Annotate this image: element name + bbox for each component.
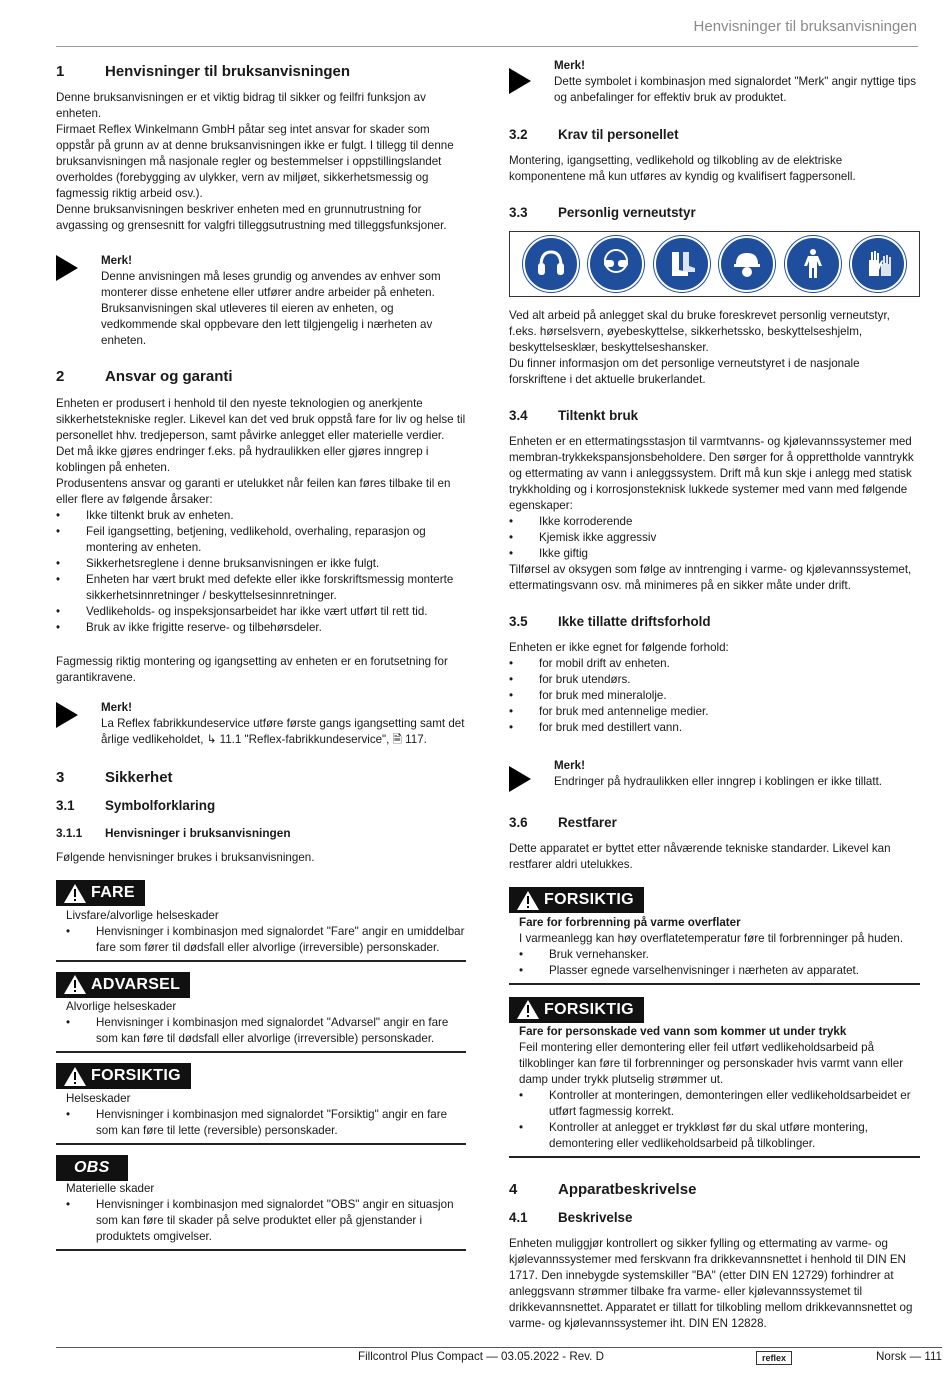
footer-product: Fillcontrol Plus Compact — 03.05.2022 - Rev. D <box>358 1350 604 1363</box>
warning-hot-surfaces <box>509 887 920 985</box>
signal-title: Materielle skader <box>66 1181 155 1195</box>
note-text: Dette symbolet i kombinasjon med signalordet "Merk" angir nyttige tips og anbefalinger for effektiv bruk av produktet. <box>554 75 917 104</box>
section-3-6-heading: 3.6 Restfarer <box>509 815 617 830</box>
list-item: • Ikke korroderende <box>509 514 920 530</box>
list-item: • Ikke tiltenkt bruk av enheten. <box>56 508 466 524</box>
ppe-icon-strip <box>509 231 920 297</box>
note-title: Merk! <box>101 254 132 267</box>
section-3-1-heading: 3.1 Symbolforklaring <box>56 798 216 813</box>
signal-badge: FORSIKTIG <box>509 887 644 913</box>
list-item: • for bruk med destillert vann. <box>509 720 920 736</box>
section-3-5-heading: 3.5 Ikke tillatte driftsforhold <box>509 614 711 629</box>
eye-protection-icon <box>588 236 644 292</box>
footer-page: Norsk — 111 <box>876 1350 942 1363</box>
note-arrow-icon <box>509 758 554 792</box>
hard-hat-icon <box>719 236 775 292</box>
paragraph: Fagmessig riktig montering og igangsetting av enheten er en forutsetning for garantikravene. <box>56 655 448 684</box>
signal-fare <box>56 880 466 962</box>
note-text: La Reflex fabrikkundeservice utføre første gangs igangsetting samt det årlige vedlikeholdet, ↳ 11.1 "Reflex-fabrikkundeservice", 🗎 117. <box>101 717 465 746</box>
signal-title: Fare for forbrenning på varme overflater <box>519 915 741 929</box>
right-column <box>509 58 920 1332</box>
signal-advarsel <box>56 972 466 1054</box>
list-item: • for mobil drift av enheten. <box>509 656 920 672</box>
note-box <box>56 253 466 349</box>
section-3-3-heading: 3.3 Personlig verneutstyr <box>509 205 696 220</box>
signal-forsiktig <box>56 1063 466 1145</box>
section-4-1-heading: 4.1 Beskrivelse <box>509 1210 633 1225</box>
safety-boots-icon <box>654 236 710 292</box>
protective-gloves-icon <box>850 236 906 292</box>
note-title: Merk! <box>554 59 585 72</box>
note-text: Denne anvisningen må leses grundig og anvendes av enhver som monterer disse enhetene eller utfører andre arbeider på enheten. Bruksanvisningen skal utleveres til eieren av enheten, og vedkommende skal oppbevare den lett tilgjengelig i nærheten av enheten. <box>101 270 441 347</box>
paragraph: Enheten muliggjør kontrollert og sikker fylling og ettermating av varme- og kjølevannssystemer med ferskvann fra drikkevannsnettet i henhold til DIN EN 1717. Den innebygde systemskiller "BA" (etter DIN EN 12729) forhindrer at anleggsvann strømmer tilbake fra varme- eller kjølevannssystemet til drikkevannsnettet. Apparatet er tillatt for tilkobling mellom drikkevannsnettet og varme- og kjølevannssystemer iht. DIN EN 12828. <box>509 1237 913 1330</box>
section-3-heading: 3 Sikkerhet <box>56 769 173 786</box>
note-text: Endringer på hydraulikken eller inngrep i koblingen er ikke tillatt. <box>554 775 883 788</box>
signal-title: Livsfare/alvorlige helseskader <box>66 908 219 922</box>
section-4-heading: 4 Apparatbeskrivelse <box>509 1181 697 1198</box>
signal-badge: FARE <box>56 880 145 906</box>
list-item: • Henvisninger i kombinasjon med signalordet "Fare" angir en umiddelbar fare som fører til dødsfall eller alvorlige (irreversible) personskader. <box>66 924 466 956</box>
signal-obs <box>56 1155 466 1251</box>
signal-title: Alvorlige helseskader <box>66 1000 177 1013</box>
paragraph: Tilførsel av oksygen som følge av inntrenging i varme- og kjølevannssystemet, ettermatingsvann osv. må minimeres på en sikker måte under drift. <box>509 563 912 592</box>
section-2-heading: 2 Ansvar og garanti <box>56 368 233 385</box>
paragraph: Ved alt arbeid på anlegget skal du bruke foreskrevet personlig verneutstyr, f.eks. hørselsvern, øyebeskyttelse, sikkerhetssko, beskyttelseshjelm, beskyttelsesklær, beskyttelseshansker. <box>509 309 890 354</box>
paragraph: Enheten er en ettermatingsstasjon til varmtvanns- og kjølevannssystemer med membran-trykkekspansjonsbeholdere. Den sørger for å opprettholde vanntrykk og ettermating av vann i anleggssystem. Drift må kun skje i anlegg med statisk trykkholding og i korrosjonsteknisk lukkede systemer med vann med følgende egenskaper: <box>509 435 914 512</box>
list-item: • Henvisninger i kombinasjon med signalordet "OBS" angir en situasjon som kan føre til skader på selve produktet eller på gjenstander i produktets omgivelser. <box>66 1197 466 1245</box>
signal-text: Feil montering eller demontering eller feil utført vedlikeholdsarbeid på tilkoblinger kan føre til forbrenninger og personskader hvis varmt vann eller damp under trykk plutselig strømmer ut. <box>519 1041 904 1086</box>
section-3-2-heading: 3.2 Krav til personellet <box>509 127 679 142</box>
warning-triangle-icon <box>517 1000 539 1019</box>
left-column <box>56 58 466 1251</box>
reflex-logo: reflex <box>756 1351 792 1365</box>
signal-badge: OBS <box>56 1155 128 1181</box>
list-item: • Kjemisk ikke aggressiv <box>509 530 920 546</box>
list-item: • for bruk med mineralolje. <box>509 688 920 704</box>
list-item: • Feil igangsetting, betjening, vedlikehold, overhaling, reparasjon og montering av enheten. <box>56 524 466 556</box>
paragraph: Det må ikke gjøres endringer f.eks. på hydraulikken eller gjøres inngrep i koblingen på enheten. <box>56 445 429 474</box>
warning-triangle-icon <box>64 975 86 994</box>
list-item: • Vedlikeholds- og inspeksjonsarbeidet har ikke vært utført til rett tid. <box>56 604 466 620</box>
hearing-protection-icon <box>523 236 579 292</box>
section-3-1-1-heading: 3.1.1 Henvisninger i bruksanvisningen <box>56 826 291 840</box>
signal-badge: ADVARSEL <box>56 972 190 998</box>
warning-triangle-icon <box>517 891 539 910</box>
note-box <box>509 758 920 792</box>
list-item: • Kontroller at monteringen, demonteringen eller vedlikeholdsarbeidet er utført fagmessig korrekt. <box>519 1088 920 1120</box>
header-rule <box>56 46 918 47</box>
note-title: Merk! <box>101 701 132 714</box>
running-header: Henvisninger til bruksanvisningen <box>693 18 917 35</box>
paragraph: Enheten er ikke egnet for følgende forhold: <box>509 641 729 654</box>
note-title: Merk! <box>554 759 585 772</box>
bullet-list <box>509 656 920 736</box>
list-item: • Henvisninger i kombinasjon med signalordet "Forsiktig" angir en fare som kan føre til lette (reversible) personskader. <box>66 1107 466 1139</box>
list-item: • for bruk utendørs. <box>509 672 920 688</box>
section-3-4-heading: 3.4 Tiltenkt bruk <box>509 408 639 423</box>
list-item: • Enheten har vært brukt med defekte eller ikke forskriftsmessig monterte sikkerhetsinnretninger / beskyttelsesinnretninger. <box>56 572 466 604</box>
list-item: • Kontroller at anlegget er trykkløst før du skal utføre montering, demontering eller vedlikeholdsarbeid på tilkoblinger. <box>519 1120 920 1152</box>
paragraph: Følgende henvisninger brukes i bruksanvisningen. <box>56 851 315 864</box>
signal-title: Helseskader <box>66 1091 131 1105</box>
note-arrow-icon <box>56 700 101 748</box>
paragraph: Dette apparatet er byttet etter nåværende tekniske standarder. Likevel kan restfarer aldri utelukkes. <box>509 842 891 871</box>
footer-rule <box>56 1347 942 1348</box>
signal-badge: FORSIKTIG <box>509 997 644 1023</box>
paragraph: Firmaet Reflex Winkelmann GmbH påtar seg intet ansvar for skader som oppstår på grunn av at denne bruksanvisningen ikke er fulgt. I tillegg til denne bruksanvisningen må nasjonale regler og bestemmelser i oppstillingslandet overholdes (forebygging av ulykker, vern av miljøet, sikkerhetsmessig og fagmessig riktig arbeid osv.). <box>56 123 454 200</box>
list-item: • Henvisninger i kombinasjon med signalordet "Advarsel" angir en fare som kan føre til dødsfall eller alvorlige (irreversible) personskader. <box>66 1015 466 1047</box>
note-box <box>509 58 920 106</box>
list-item: • Ikke giftig <box>509 546 920 562</box>
paragraph: Du finner informasjon om det personlige verneutstyret i de nasjonale forskriftene i det aktuelle brukerlandet. <box>509 357 860 386</box>
note-arrow-icon <box>56 253 101 349</box>
note-arrow-icon <box>509 58 554 106</box>
paragraph: Produsentens ansvar og garanti er utelukket når feilen kan føres tilbake til en eller flere av følgende årsaker: <box>56 477 451 506</box>
bullet-list <box>56 508 466 636</box>
warning-triangle-icon <box>64 884 86 903</box>
list-item: • Bruk av ikke frigitte reserve- og tilbehørsdeler. <box>56 620 466 636</box>
paragraph: Denne bruksanvisningen er et viktig bidrag til sikker og feilfri funksjon av enheten. <box>56 91 426 120</box>
section-1-heading: 1 Henvisninger til bruksanvisningen <box>56 63 351 80</box>
list-item: • Plasser egnede varselhenvisninger i nærheten av apparatet. <box>519 963 920 979</box>
note-box <box>56 700 466 748</box>
paragraph: Enheten er produsert i henhold til den nyeste teknologien og anerkjente sikkerhetstekniske regler. Likevel kan det ved bruk oppstå fare for liv og helse til personellet hhv. tredjeperson, samt påvirke anlegget eller materielle verdier. <box>56 397 466 442</box>
warning-pressurized-water <box>509 997 920 1159</box>
list-item: • Sikkerhetsreglene i denne bruksanvisningen er ikke fulgt. <box>56 556 466 572</box>
list-item: • for bruk med antennelige medier. <box>509 704 920 720</box>
bullet-list <box>509 514 920 562</box>
paragraph: Denne bruksanvisningen beskriver enheten med en grunnutrustning for avgassing og grensesnitt for valgfri tilleggsutrustning med tilleggsfunksjoner. <box>56 203 447 232</box>
signal-text: I varmeanlegg kan høy overflatetemperatur føre til forbrenninger på huden. <box>519 931 904 945</box>
signal-title: Fare for personskade ved vann som kommer ut under trykk <box>519 1025 847 1038</box>
list-item: • Bruk vernehansker. <box>519 947 920 963</box>
signal-badge: FORSIKTIG <box>56 1063 191 1089</box>
protective-clothing-icon <box>785 236 841 292</box>
paragraph: Montering, igangsetting, vedlikehold og tilkobling av de elektriske komponentene må kun utføres av kyndig og kvalifisert fagpersonell. <box>509 154 856 183</box>
warning-triangle-icon <box>64 1067 86 1086</box>
